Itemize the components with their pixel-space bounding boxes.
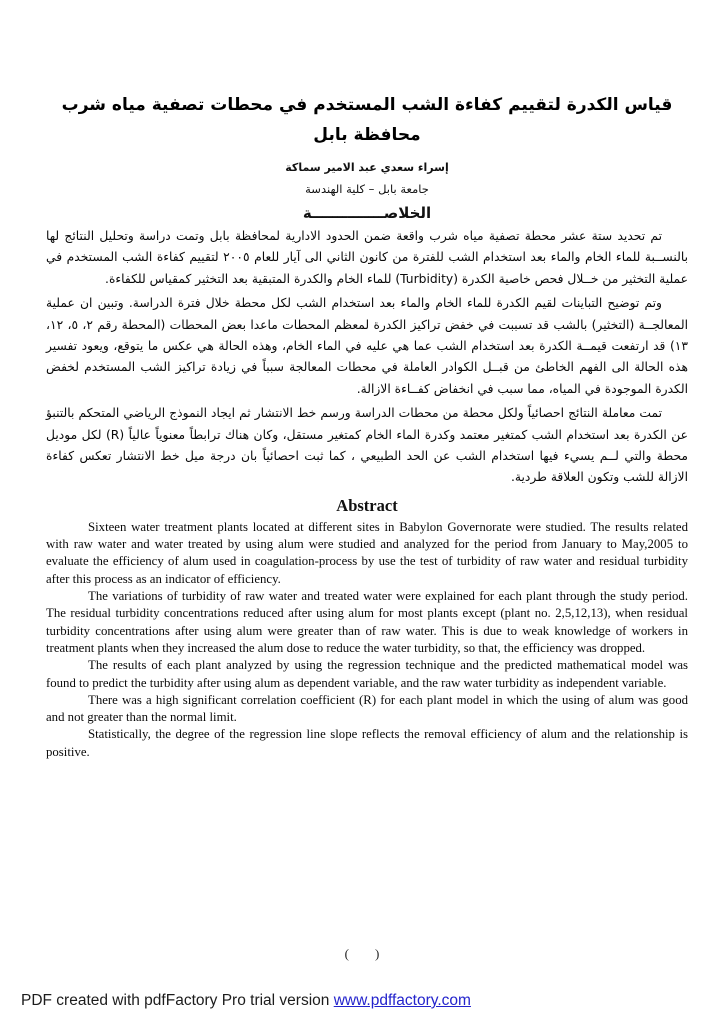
abstract-paragraph-5: Statistically, the degree of the regression line slope reflects the removal efficiency of alum and the relationship is positive. — [46, 727, 688, 759]
abstract-paragraph-4: There was a high significant correlation coefficient (R) for each plant model in which the using of alum was good and not greater than the normal limit. — [46, 692, 688, 725]
affiliation-arabic: جامعة بابل – كلية الهندسة — [305, 182, 429, 196]
abstract-paragraph-3: The results of each plant analyzed by using the regression technique and the predicted mathematical model was found to predict the turbidity after using alum as dependent variable, and the raw water turbidity as independent variable. — [46, 658, 688, 690]
arabic-abstract-heading: الخلاصــــــــــــــة — [302, 204, 432, 222]
abstract-paragraph-1: Sixteen water treatment plants located at different sites in Babylon Governorate were studied. The results related with raw water and water treated by using alum were studied and analyzed for the period from January to May,2005 to evaluate the efficiency of alum used in coagulation-process by use the test of turbidity of raw water and residual turbidity after this process as an indicator of efficiency. — [46, 519, 688, 586]
page-content — [0, 90, 724, 761]
pdf-factory-footer — [21, 992, 471, 1010]
abstract-paragraph-2: The variations of turbidity of raw water and treated water were explained for each plant through the study period. The residual turbidity concentrations reduced after using alum for most plants except (plant no. 2,5,12,13), when residual turbidity concentrations after using alum were greater than of raw water. This is due to weak knowledge of workers in treatment plants when they increased the alum dose to reduce the water turbidity, so that, the efficiency was dropped. — [46, 589, 688, 655]
page-number-placeholder: ( ) — [344, 946, 380, 961]
arabic-paragraph-3: تمت معاملة النتائج احصائياً ولكل محطة من محطات الدراسة ورسم خط الانتشار ثم ايجاد النموذج الرياضي المتحكم بالتنبؤ عن الكدرة بعد استخدام الشب كمتغير معتمد وكدرة الماء الخام كمتغير مستقل، وكان هناك ترابطاً معنوياً عالياً (R) لكل موديل محطة والتي لــم يسيء فيها استخدام الشب عن الحد الطبيعي ، كما ثبت احصائياً بان درجة ميل خط الانتشار تعكس كفاءة الازالة للشب وتكون العلاقة طردية. — [46, 406, 688, 485]
pdffactory-link[interactable]: www.pdffactory.com — [333, 992, 471, 1009]
paper-title-arabic: قياس الكدرة لتقييم كفاءة الشب المستخدم في محطات تصفية مياه شرب محافظة بابل — [61, 95, 673, 145]
abstract-heading: Abstract — [336, 495, 398, 515]
author-name-arabic: إسراء سعدي عبد الامير سماكة — [285, 161, 449, 174]
arabic-paragraph-1: تم تحديد ستة عشر محطة تصفية مياه شرب واقعة ضمن الحدود الادارية لمحافظة بابل وتمت دراسة وتحليل النتائج لها بالنســبة للماء الخام والماء بعد استخدام الشب للفترة من كانون الثاني الى آيار للعام ٢٠٠٥ لتقييم كفاءة الشب المستخدم في عملية التخثير من خــلال فحص خاصية الكدرة (Turbidity) للماء الخام والكدرة المتبقية بعد التخثير كمقياس للكفاءة. — [46, 229, 688, 286]
pdf-footer-text: PDF created with pdfFactory Pro trial version — [21, 992, 334, 1009]
arabic-paragraph-2: وتم توضيح التباينات لقيم الكدرة للماء الخام والماء بعد استخدام الشب لكل محطة خلال فترة الدراسة. وتبين ان عملية المعالجــة (التخثير) بالشب قد تسببت في خفض تراكيز الكدرة لمعظم المحطات ماعدا بعض المحطات (المحطة رقم ٢، ٥، ١٢، ١٣) قد ارتفعت قيمــة الكدرة بعد استخدام الشب عما هي عليه في الماء الخام، وهذه الحالة هي عكس ما يتوقع، ويعود تفسير هذه الحالة الى الفهم الخاطئ من قبــل الكوادر العاملة في محطات المعالجة سبباً في زيادة تراكيز الشب المستخدم لخفض الكدرة الموجودة في المياه، مما سبب في انخفاض كفــاءة الازالة. — [46, 296, 688, 396]
